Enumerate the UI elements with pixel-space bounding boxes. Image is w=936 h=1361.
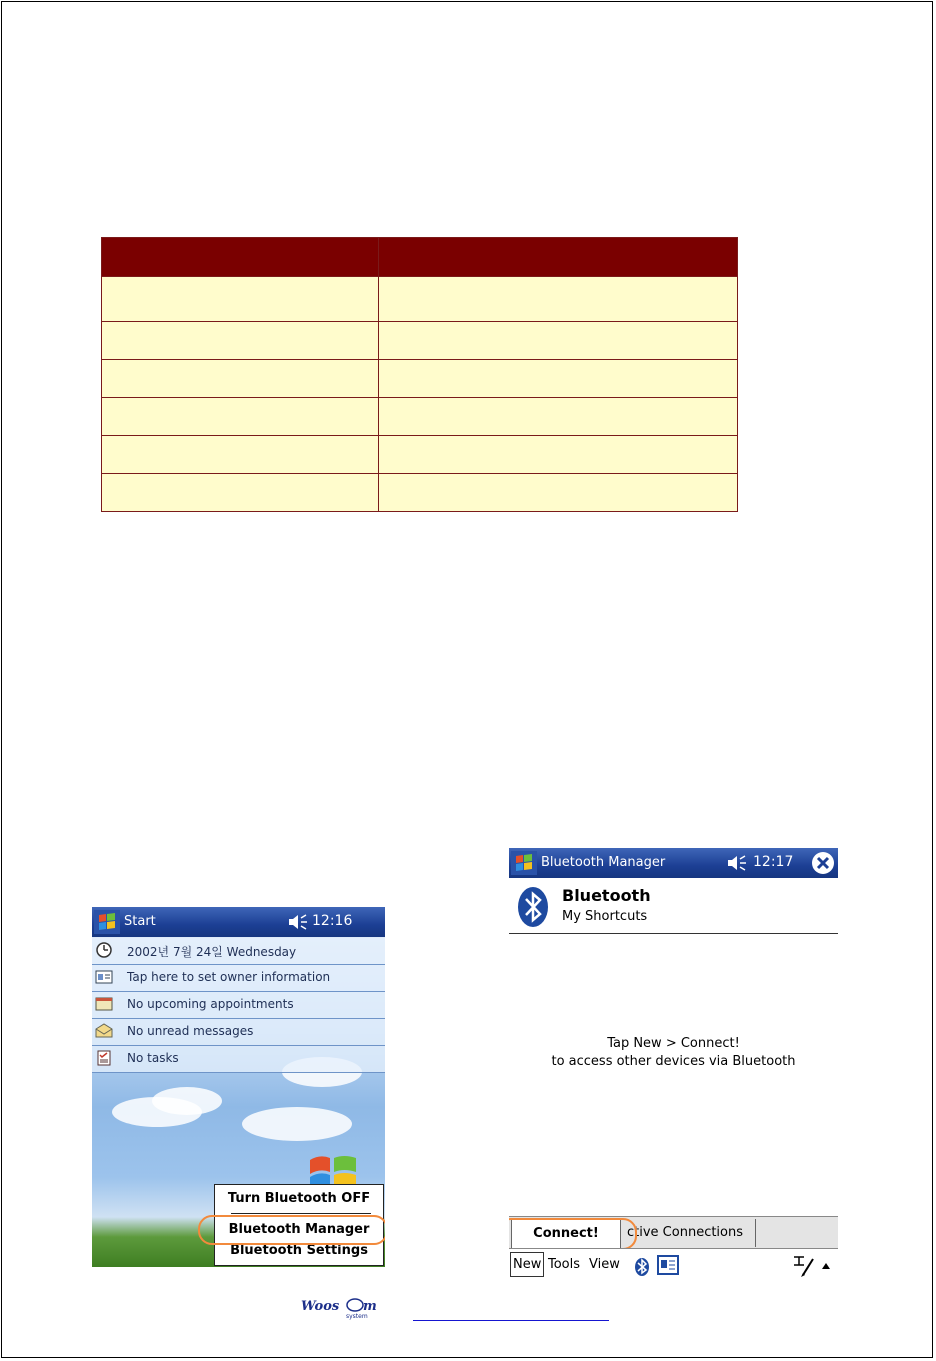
table-cell <box>379 436 738 474</box>
windows-logo-icon[interactable] <box>511 851 537 875</box>
hint-line-2: to access other devices via Bluetooth <box>551 1054 796 1069</box>
table-row <box>102 474 738 512</box>
table-row <box>102 322 738 360</box>
table-row <box>102 398 738 436</box>
svg-text:system: system <box>346 1313 368 1320</box>
menu-item-turn-bluetooth-off[interactable]: Turn Bluetooth OFF <box>227 1191 371 1206</box>
table-header-row <box>102 238 738 277</box>
spec-table <box>101 237 738 512</box>
speaker-icon[interactable] <box>727 855 747 871</box>
table-cell <box>102 398 379 436</box>
today-item-label: Tap here to set owner information <box>127 970 331 984</box>
table-cell <box>379 474 738 512</box>
tab-connect[interactable]: Connect! <box>511 1219 621 1248</box>
woosim-logo <box>300 1296 395 1320</box>
table-cell <box>102 436 379 474</box>
menu-new[interactable]: New <box>510 1252 544 1277</box>
hint-line-1: Tap New > Connect! <box>607 1036 740 1051</box>
today-item-tasks[interactable] <box>92 1046 385 1073</box>
table-cell <box>102 277 379 322</box>
contact-card-icon[interactable] <box>657 1255 679 1275</box>
table-cell <box>379 360 738 398</box>
table-cell <box>102 474 379 512</box>
bluetooth-icon <box>517 886 549 928</box>
table-cell <box>102 360 379 398</box>
clock-time[interactable]: 12:17 <box>753 854 794 870</box>
table-row <box>102 277 738 322</box>
tab-active-connections[interactable]: ctive Connections <box>621 1219 756 1247</box>
highlight-oval <box>509 1218 637 1250</box>
table-cell <box>379 322 738 360</box>
menu-view[interactable]: View <box>589 1257 620 1272</box>
app-header <box>509 878 838 934</box>
bluetooth-manager-screen <box>509 848 838 1284</box>
today-screen <box>92 907 385 1267</box>
today-item-label: No upcoming appointments <box>127 997 294 1011</box>
cloud <box>242 1107 352 1141</box>
menu-bar <box>509 1248 838 1284</box>
close-icon[interactable] <box>812 852 834 874</box>
table-row <box>102 360 738 398</box>
today-item-label: No tasks <box>127 1051 179 1065</box>
envelope-icon <box>95 1023 113 1039</box>
cloud <box>152 1087 222 1115</box>
chevron-up-icon[interactable] <box>821 1261 831 1271</box>
today-item-owner[interactable] <box>92 965 385 992</box>
menu-tools[interactable]: Tools <box>548 1257 581 1272</box>
input-panel-icon[interactable] <box>791 1253 817 1279</box>
table-cell <box>379 398 738 436</box>
highlight-oval <box>198 1215 385 1245</box>
today-item-messages[interactable] <box>92 1019 385 1046</box>
title-start[interactable]: Start <box>124 914 156 929</box>
footer-link-underline[interactable] <box>413 1320 609 1321</box>
table-cell <box>102 322 379 360</box>
owner-card-icon <box>95 969 113 985</box>
calendar-icon <box>95 996 113 1012</box>
svg-text:Woos: Woos <box>301 1299 340 1314</box>
svg-text:m: m <box>363 1299 377 1314</box>
title-bar <box>509 848 838 878</box>
bluetooth-small-icon[interactable] <box>633 1255 651 1277</box>
table-row <box>102 436 738 474</box>
menu-item-bluetooth-manager[interactable]: Bluetooth Manager <box>228 1222 370 1237</box>
menu-separator <box>231 1213 371 1214</box>
today-item-label: 2002년 7월 24일 Wednesday <box>127 945 297 959</box>
header-subtitle: My Shortcuts <box>562 909 648 924</box>
header-title: Bluetooth <box>562 886 651 905</box>
title-bar <box>92 907 385 937</box>
table-header-cell <box>102 238 379 277</box>
windows-logo-icon[interactable] <box>94 910 120 934</box>
speaker-icon[interactable] <box>288 914 308 930</box>
table-header-cell <box>379 238 738 277</box>
today-item-date[interactable] <box>92 938 385 965</box>
menu-item-bluetooth-settings[interactable]: Bluetooth Settings <box>230 1243 368 1258</box>
window-title: Bluetooth Manager <box>541 855 666 870</box>
clock-icon <box>95 942 113 958</box>
today-item-appointments[interactable] <box>92 992 385 1019</box>
table-cell <box>379 277 738 322</box>
today-item-label: No unread messages <box>127 1024 254 1038</box>
tasks-icon <box>95 1050 113 1066</box>
clock-time[interactable]: 12:16 <box>312 913 353 929</box>
